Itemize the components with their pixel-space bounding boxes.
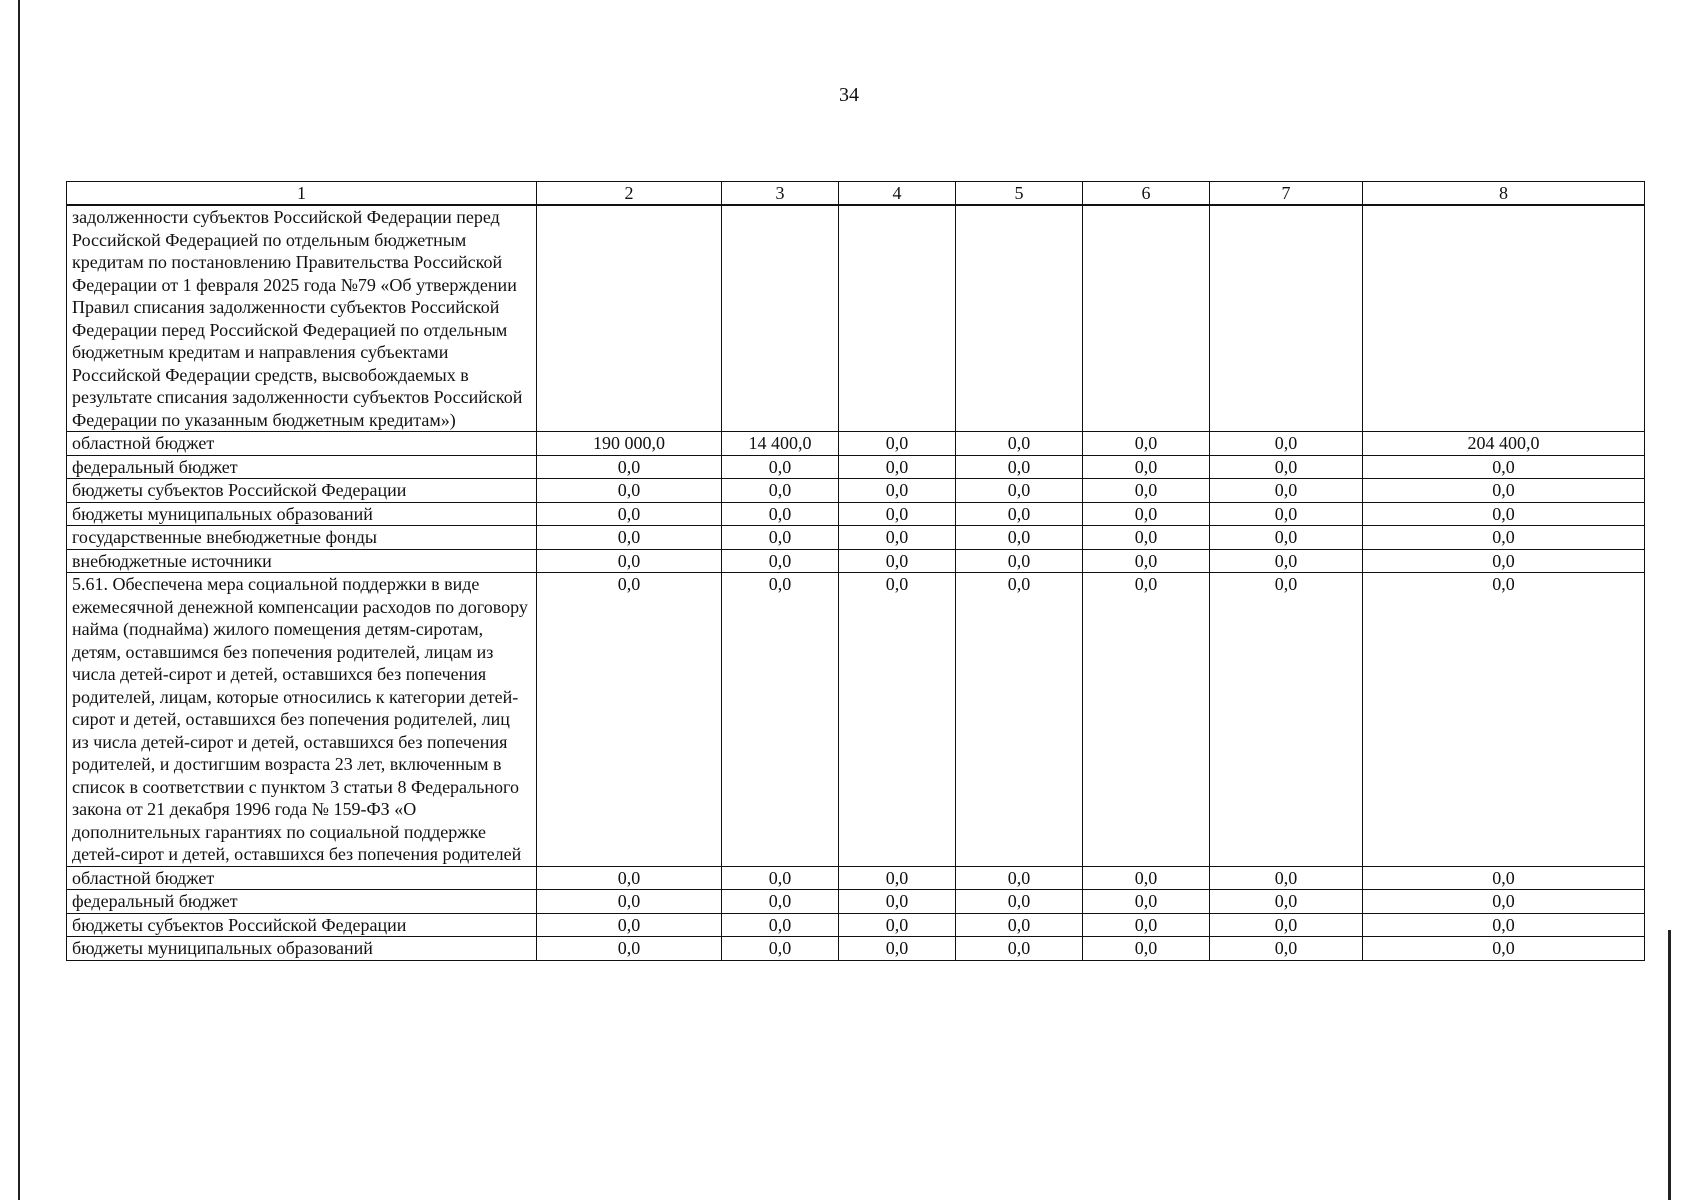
value-cell: 0,0 [1363, 502, 1645, 526]
value-cell: 0,0 [722, 455, 839, 479]
value-cell: 0,0 [1083, 890, 1210, 914]
source-label: бюджеты муниципальных образований [67, 502, 537, 526]
column-number-row [67, 182, 1645, 206]
column-number-3: 3 [722, 182, 839, 206]
value-cell: 0,0 [722, 913, 839, 937]
value-cell: 0,0 [722, 526, 839, 550]
value-cell: 0,0 [537, 913, 722, 937]
source-label: областной бюджет [67, 866, 537, 890]
source-label: федеральный бюджет [67, 455, 537, 479]
table-row [67, 502, 1645, 526]
table-row [67, 526, 1645, 550]
value-cell: 0,0 [537, 479, 722, 503]
value-cell: 0,0 [722, 549, 839, 573]
value-cell [1210, 205, 1363, 432]
value-cell: 0,0 [1083, 549, 1210, 573]
value-cell: 0,0 [537, 549, 722, 573]
item-description: задолженности субъектов Российской Федерации перед Российской Федерацией по отдельным бюджетным кредитам по постановлению Правительства Российской Федерации от 1 февраля 2025 года №79 «Об утверждении Правил списания задолженности субъектов Российской Федерации перед Российской Федерацией по отдельным бюджетным кредитам и направления субъектами Российской Федерации средств, высвобождаемых в результате списания задолженности субъектов Российской Федерации по указанным бюджетным кредитам») [67, 205, 537, 432]
table-row [67, 866, 1645, 890]
value-cell: 0,0 [537, 526, 722, 550]
column-number-5: 5 [956, 182, 1083, 206]
table-body [67, 205, 1645, 960]
value-cell: 0,0 [1363, 866, 1645, 890]
table-row [67, 455, 1645, 479]
value-cell: 0,0 [537, 937, 722, 961]
value-cell: 0,0 [1210, 937, 1363, 961]
value-cell: 0,0 [1363, 937, 1645, 961]
value-cell: 0,0 [1210, 573, 1363, 867]
source-label: бюджеты субъектов Российской Федерации [67, 479, 537, 503]
value-cell: 0,0 [1083, 913, 1210, 937]
value-cell [537, 205, 722, 432]
value-cell: 0,0 [1210, 526, 1363, 550]
column-number-1: 1 [67, 182, 537, 206]
value-cell [722, 205, 839, 432]
value-cell: 0,0 [537, 890, 722, 914]
item-description: 5.61. Обеспечена мера социальной поддержки в виде ежемесячной денежной компенсации расходов по договору найма (поднайма) жилого помещения детям-сиротам, детям, оставшимся без попечения родителей, лицам из числа детей-сирот и детей, оставшихся без попечения родителей, лицам, которые относились к категории детей-сирот и детей, оставшихся без попечения родителей, лиц из числа детей-сирот и детей, оставшихся без попечения родителей, и достигшим возраста 23 лет, включенным в список в соответствии с пунктом 3 статьи 8 Федерального закона от 21 декабря 1996 года № 159-ФЗ «О дополнительных гарантиях по социальной поддержке детей-сирот и детей, оставшихся без попечения родителей [67, 573, 537, 867]
value-cell: 0,0 [956, 502, 1083, 526]
value-cell: 0,0 [839, 937, 956, 961]
column-number-4: 4 [839, 182, 956, 206]
value-cell: 0,0 [1083, 432, 1210, 456]
value-cell: 0,0 [1083, 502, 1210, 526]
left-margin-line [18, 0, 20, 1200]
value-cell: 0,0 [839, 866, 956, 890]
value-cell: 0,0 [722, 890, 839, 914]
value-cell: 0,0 [1210, 432, 1363, 456]
value-cell: 0,0 [1083, 573, 1210, 867]
value-cell: 0,0 [956, 479, 1083, 503]
table-row [67, 937, 1645, 961]
value-cell: 0,0 [1083, 455, 1210, 479]
value-cell: 0,0 [956, 913, 1083, 937]
value-cell: 0,0 [839, 913, 956, 937]
value-cell: 0,0 [1210, 866, 1363, 890]
value-cell: 0,0 [956, 866, 1083, 890]
value-cell [956, 205, 1083, 432]
source-label: бюджеты муниципальных образований [67, 937, 537, 961]
value-cell [1083, 205, 1210, 432]
value-cell: 0,0 [956, 455, 1083, 479]
value-cell: 0,0 [537, 573, 722, 867]
value-cell: 0,0 [722, 502, 839, 526]
value-cell: 0,0 [1363, 573, 1645, 867]
value-cell: 0,0 [722, 937, 839, 961]
value-cell: 0,0 [839, 573, 956, 867]
column-number-8: 8 [1363, 182, 1645, 206]
value-cell: 0,0 [1363, 890, 1645, 914]
right-margin-line [1668, 930, 1671, 1200]
value-cell: 204 400,0 [1363, 432, 1645, 456]
value-cell: 0,0 [839, 890, 956, 914]
value-cell: 0,0 [722, 866, 839, 890]
value-cell [839, 205, 956, 432]
table-row [67, 549, 1645, 573]
value-cell: 0,0 [956, 549, 1083, 573]
table-row [67, 432, 1645, 456]
value-cell: 0,0 [1210, 549, 1363, 573]
value-cell: 0,0 [1363, 455, 1645, 479]
column-number-2: 2 [537, 182, 722, 206]
value-cell: 0,0 [722, 479, 839, 503]
table-row [67, 913, 1645, 937]
value-cell: 0,0 [839, 502, 956, 526]
value-cell: 0,0 [1210, 890, 1363, 914]
source-label: федеральный бюджет [67, 890, 537, 914]
value-cell: 0,0 [537, 502, 722, 526]
item-row [67, 205, 1645, 432]
table-row [67, 890, 1645, 914]
value-cell: 0,0 [1363, 526, 1645, 550]
value-cell: 0,0 [1083, 526, 1210, 550]
value-cell: 0,0 [956, 937, 1083, 961]
value-cell: 190 000,0 [537, 432, 722, 456]
value-cell: 14 400,0 [722, 432, 839, 456]
value-cell: 0,0 [956, 890, 1083, 914]
value-cell: 0,0 [537, 455, 722, 479]
column-number-7: 7 [1210, 182, 1363, 206]
value-cell: 0,0 [1210, 913, 1363, 937]
table-row [67, 479, 1645, 503]
table-header [67, 182, 1645, 206]
value-cell: 0,0 [722, 573, 839, 867]
value-cell: 0,0 [839, 526, 956, 550]
page-number: 34 [839, 84, 859, 106]
value-cell: 0,0 [1083, 479, 1210, 503]
value-cell: 0,0 [956, 432, 1083, 456]
item-row [67, 573, 1645, 867]
value-cell: 0,0 [839, 549, 956, 573]
value-cell: 0,0 [839, 479, 956, 503]
source-label: внебюджетные источники [67, 549, 537, 573]
value-cell: 0,0 [956, 526, 1083, 550]
source-label: государственные внебюджетные фонды [67, 526, 537, 550]
value-cell: 0,0 [1210, 502, 1363, 526]
budget-table [66, 181, 1645, 961]
value-cell: 0,0 [839, 432, 956, 456]
value-cell: 0,0 [1363, 479, 1645, 503]
value-cell: 0,0 [1083, 937, 1210, 961]
value-cell [1363, 205, 1645, 432]
value-cell: 0,0 [1210, 479, 1363, 503]
value-cell: 0,0 [1083, 866, 1210, 890]
value-cell: 0,0 [537, 866, 722, 890]
value-cell: 0,0 [956, 573, 1083, 867]
column-number-6: 6 [1083, 182, 1210, 206]
value-cell: 0,0 [1210, 455, 1363, 479]
value-cell: 0,0 [1363, 549, 1645, 573]
source-label: бюджеты субъектов Российской Федерации [67, 913, 537, 937]
value-cell: 0,0 [1363, 913, 1645, 937]
value-cell: 0,0 [839, 455, 956, 479]
source-label: областной бюджет [67, 432, 537, 456]
